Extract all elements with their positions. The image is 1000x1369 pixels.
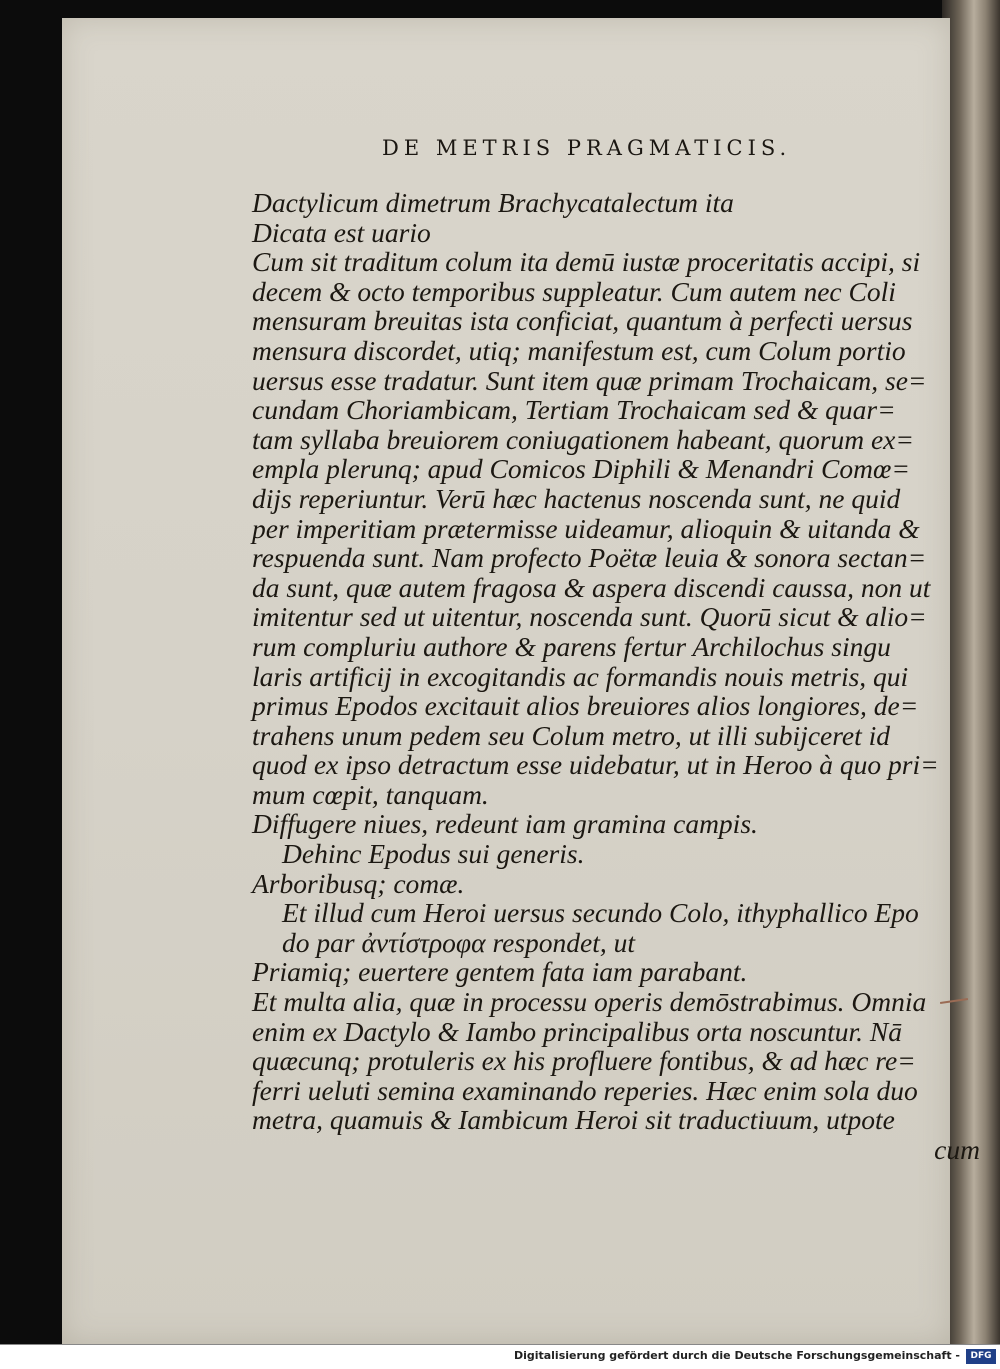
text-line: Dehinc Epodus sui generis. xyxy=(282,838,585,870)
text-line: da sunt, quæ autem fragosa & aspera discendi caussa, non ut xyxy=(252,571,931,603)
text-line: cundam Choriambicam, Tertiam Trochaicam sed & quar= xyxy=(252,394,896,426)
text-line: Dactylicum dimetrum Brachycatalectum ita xyxy=(252,187,734,218)
text-line: mum cœpit, tanquam. xyxy=(252,778,489,810)
text-line: decem & octo temporibus suppleatur. Cum autem nec Coli xyxy=(252,275,896,307)
text-line: quod ex ipso detractum esse uidebatur, ut in Heroo à quo pri= xyxy=(252,749,939,781)
text-line: empla plerunq; apud Comicos Diphili & Menandri Comœ= xyxy=(252,453,910,485)
body-text xyxy=(252,188,992,1165)
text-line: Cum sit traditum colum ita demū iustæ proceritatis accipi, si xyxy=(252,246,921,278)
catchword: cum xyxy=(934,1134,980,1165)
text-line: dijs reperiuntur. Verū hæc hactenus noscenda sunt, ne quid xyxy=(252,482,901,514)
digitization-footer xyxy=(0,1344,1000,1369)
text-line: primus Epodos excitauit alios breuiores alios longiores, de= xyxy=(252,690,919,722)
verse-line: Arboribusq; comæ. xyxy=(252,867,465,899)
text-line: ferri ueluti semina examinando reperies. Hæc enim sola duo xyxy=(252,1074,918,1106)
text-line: trahens unum pedem seu Colum metro, ut illi subijceret id xyxy=(252,719,891,751)
dfg-logo: DFG xyxy=(966,1349,996,1364)
text-line: imitentur sed ut uitentur, noscenda sunt. Quorū sicut & alio= xyxy=(252,601,927,633)
text-line: respuenda sunt. Nam profecto Poëtæ leuia & sonora sectan= xyxy=(252,542,927,574)
text-line: do par ἀντίστροφα respondet, ut xyxy=(282,926,636,958)
text-line: laris artificij in excogitandis ac formandis nouis metris, qui xyxy=(252,660,909,692)
text-line: mensura discordet, utiq; manifestum est, cum Colum portio xyxy=(252,334,906,366)
book-page xyxy=(62,18,980,1344)
text-line: Et multa alia, quæ in processu operis demōstrabimus. Omnia xyxy=(252,986,927,1018)
text-line: rum compluriu authore & parens fertur Archilochus singu xyxy=(252,630,891,662)
text-line: metra, quamuis & Iambicum Heroi sit traductiuum, utpote xyxy=(252,1104,895,1136)
text-line: per imperitiam prætermisse uideamur, alioquin & uitanda & xyxy=(252,512,920,544)
text-line: Et illud cum Heroi uersus secundo Colo, ithyphallico Epo xyxy=(282,897,919,929)
text-line: tam syllaba breuiorem coniugationem habeant, quorum ex= xyxy=(252,423,914,455)
verse-line: Priamiq; euertere gentem fata iam parabant. xyxy=(252,956,748,988)
text-line: quæcunq; protuleris ex his profluere fontibus, & ad hæc re= xyxy=(252,1045,916,1077)
running-head: DE METRIS PRAGMATICIS. xyxy=(382,136,792,160)
text-line: mensuram breuitas ista conficiat, quantum à perfecti uersus xyxy=(252,305,913,337)
funding-notice: Digitalisierung gefördert durch die Deutsche Forschungsgemeinschaft - xyxy=(513,1349,960,1362)
verse-line: Diffugere niues, redeunt iam gramina campis. xyxy=(252,808,758,840)
text-line: Dicata est uario xyxy=(252,216,431,248)
text-line: uersus esse tradatur. Sunt item quæ primam Trochaicam, se= xyxy=(252,364,927,396)
text-line: enim ex Dactylo & Iambo principalibus orta noscuntur. Nā xyxy=(252,1015,903,1047)
